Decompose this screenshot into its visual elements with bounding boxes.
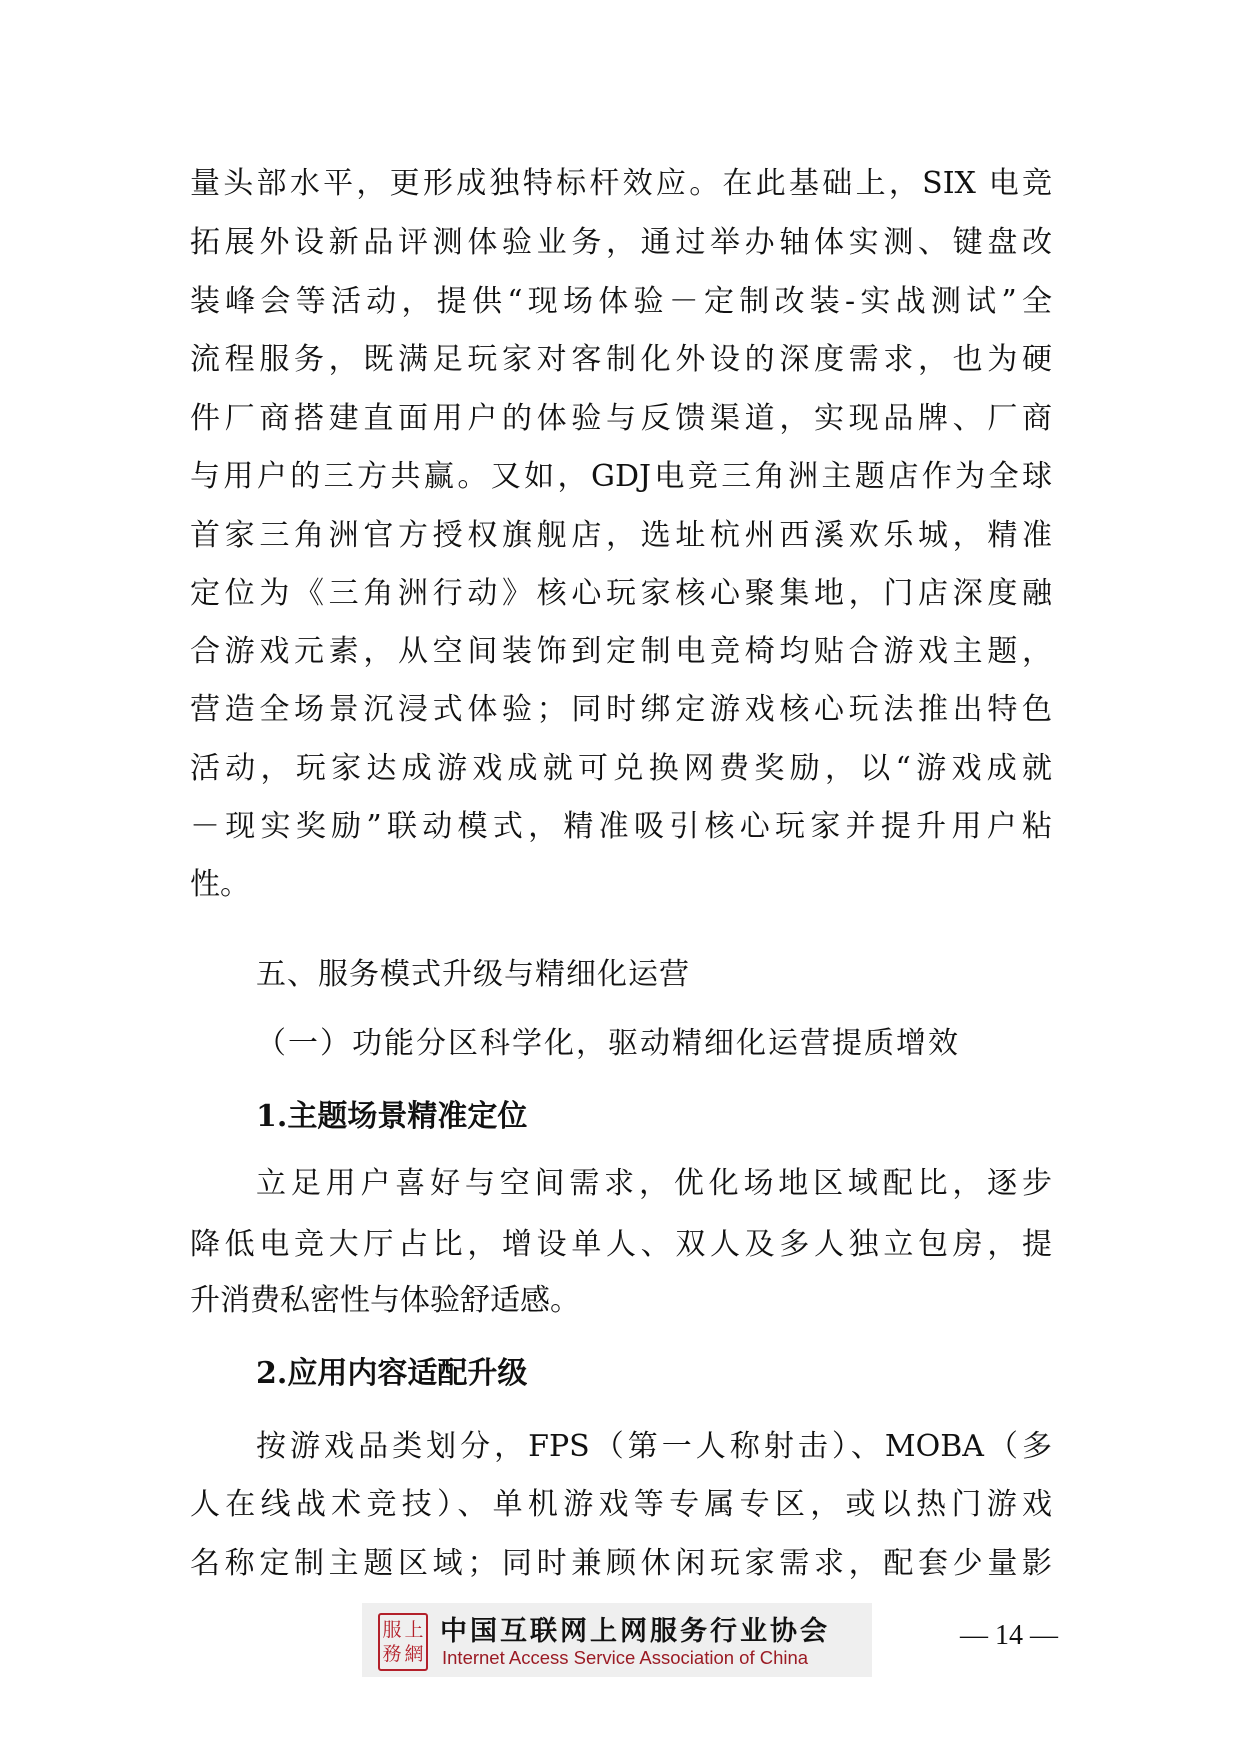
- text-line: 流程服务，既满足玩家对客制化外设的深度需求，也为硬: [190, 342, 1052, 377]
- org-name-cn: 中国互联网上网服务行业协会: [440, 1616, 830, 1647]
- page-number: — 14 —: [960, 1620, 1058, 1651]
- section-heading: 五、服务模式升级与精细化运营: [256, 957, 690, 992]
- seal-logo-icon: [378, 1613, 428, 1671]
- text-line: －现实奖励”联动模式，精准吸引核心玩家并提升用户粘: [190, 809, 1052, 844]
- seal-char: 上: [404, 1619, 424, 1641]
- text-line: 首家三角洲官方授权旗舰店，选址杭州西溪欢乐城，精准: [190, 518, 1052, 553]
- text-line: 降低电竞大厅占比，增设单人、双人及多人独立包房，提: [190, 1227, 1052, 1262]
- text-line: 名称定制主题区域；同时兼顾休闲玩家需求，配套少量影: [190, 1546, 1052, 1581]
- text-line: 件厂商搭建直面用户的体验与反馈渠道，实现品牌、厂商: [190, 401, 1052, 436]
- text-line: 性。: [190, 867, 250, 902]
- text-line: 拓展外设新品评测体验业务，通过举办轴体实测、键盘改: [190, 225, 1052, 260]
- seal-char: 網: [404, 1643, 424, 1665]
- text-line: 量头部水平，更形成独特标杆效应。在此基础上，SIX 电竞: [190, 166, 1052, 201]
- text-line: 人在线战术竞技）、单机游戏等专属专区，或以热门游戏: [190, 1487, 1052, 1522]
- text-line: 立足用户喜好与空间需求，优化场地区域配比，逐步: [256, 1166, 1052, 1201]
- item-1-heading: 1.主题场景精准定位: [256, 1099, 528, 1134]
- text-line: 升消费私密性与体验舒适感。: [190, 1283, 580, 1318]
- text-line: 营造全场景沉浸式体验；同时绑定游戏核心玩法推出特色: [190, 692, 1052, 727]
- item-2-heading: 2.应用内容适配升级: [256, 1356, 528, 1391]
- seal-char: 服: [382, 1619, 402, 1641]
- footer-logo-banner: [362, 1603, 872, 1677]
- text-line: 装峰会等活动，提供“现场体验－定制改装-实战测试”全: [190, 284, 1052, 319]
- seal-char: 務: [382, 1643, 402, 1665]
- text-line: 与用户的三方共赢。又如，GDJ电竞三角洲主题店作为全球: [190, 459, 1052, 494]
- text-line: 按游戏品类划分，FPS（第一人称射击）、MOBA（多: [256, 1429, 1052, 1464]
- text-line: 定位为《三角洲行动》核心玩家核心聚集地，门店深度融: [190, 576, 1052, 611]
- text-line: 合游戏元素，从空间装饰到定制电竞椅均贴合游戏主题，: [190, 634, 1052, 669]
- org-name-en: Internet Access Service Association of China: [442, 1647, 809, 1668]
- subsection-heading: （一）功能分区科学化，驱动精细化运营提质增效: [256, 1026, 960, 1061]
- text-line: 活动，玩家达成游戏成就可兑换网费奖励，以“游戏成就: [190, 751, 1052, 786]
